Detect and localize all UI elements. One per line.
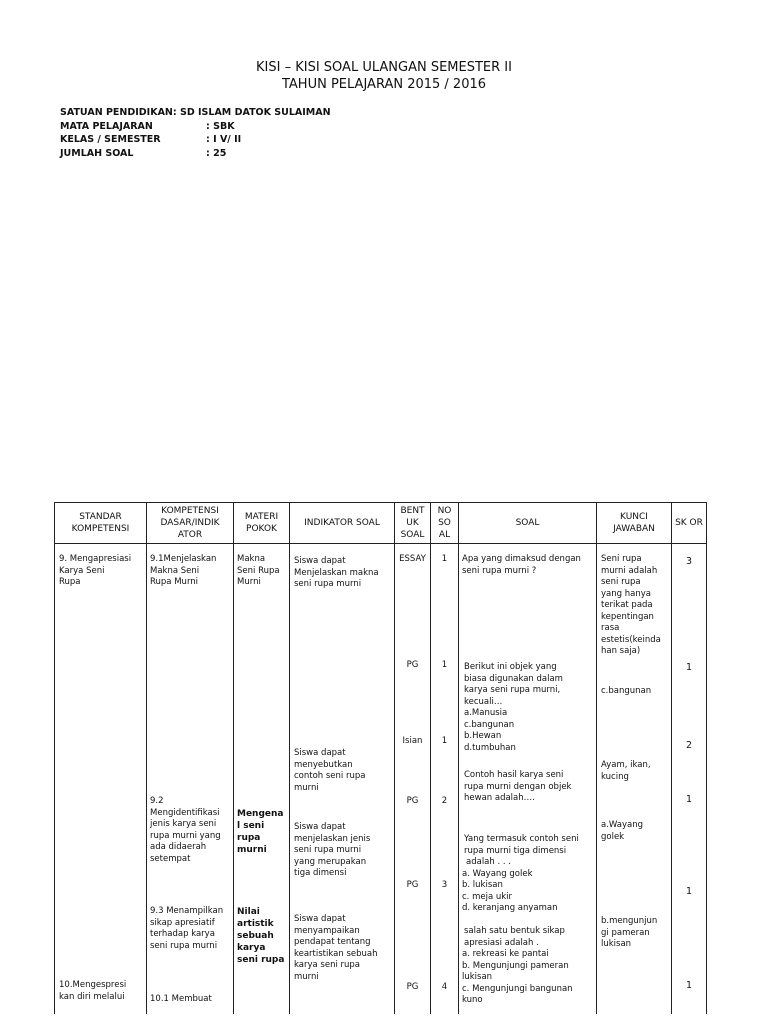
- indikator-4: [294, 914, 377, 983]
- text-line: murni: [237, 845, 267, 855]
- text-line: adalah . . .: [466, 857, 511, 867]
- text-line: menyampaikan: [294, 925, 360, 936]
- text-line: c.bangunan: [464, 719, 515, 730]
- kunci-5: [601, 916, 657, 951]
- text-line: Rupa Murni: [150, 577, 199, 587]
- text-line: estetis(keinda: [601, 634, 661, 645]
- text-line: kecuali…: [464, 696, 503, 707]
- kunci-1: [601, 554, 661, 658]
- header-soal: SOAL: [459, 503, 597, 544]
- text-line: Mengena: [237, 809, 284, 819]
- text-line: han saja): [601, 646, 641, 656]
- text-line: Siswa dapat: [294, 556, 346, 566]
- text-line: karya seni rupa murni,: [464, 685, 561, 695]
- text-line: 10.Mengespresi: [59, 980, 127, 990]
- text-line: 10.1 Membuat: [150, 994, 212, 1004]
- kunci-2: c.bangunan: [601, 686, 652, 696]
- text-line: Yang termasuk contoh seni: [464, 834, 579, 844]
- skor-1: 3: [685, 556, 693, 567]
- no-soal-5: 3: [441, 880, 448, 890]
- text-line: a.Manusia: [464, 708, 508, 718]
- skor-2: 1: [685, 662, 693, 673]
- soal-3: [464, 770, 571, 805]
- text-line: keartistikan sebuah: [294, 948, 378, 959]
- identity-block: [60, 106, 331, 160]
- text-line: rupa murni tiga dimensi: [464, 845, 567, 856]
- cell-skor: [672, 544, 707, 1015]
- skor-4: 1: [685, 794, 693, 805]
- bentuk-3: Isian: [402, 736, 423, 746]
- text-line: rupa: [237, 833, 261, 843]
- kd-9-3: [150, 906, 223, 952]
- sk-9: [59, 554, 131, 589]
- text-line: rasa: [601, 623, 620, 633]
- skor-6: 1: [685, 980, 693, 991]
- bentuk-4: PG: [406, 796, 419, 806]
- text-line: Menjelaskan makna: [294, 567, 379, 578]
- text-line: pendapat tentang: [294, 937, 371, 947]
- soal-4: [462, 834, 579, 915]
- class-label: KELAS / SEMESTER: [60, 134, 161, 145]
- text-line: Ayam, ikan,: [601, 760, 651, 770]
- kd-9-2: [150, 796, 221, 865]
- no-soal-4: 2: [441, 796, 448, 806]
- text-line: 9.2: [150, 796, 164, 806]
- text-line: c. meja ukir: [462, 891, 513, 902]
- bentuk-2: PG: [406, 660, 419, 670]
- cell-materi-pokok: [234, 544, 290, 1015]
- count-value: : 25: [206, 147, 227, 159]
- soal-2: [464, 662, 563, 754]
- identity-row-count: [60, 147, 331, 161]
- cell-soal: [459, 544, 597, 1015]
- text-line: golek: [601, 831, 625, 842]
- text-line: hewan adalah….: [464, 793, 535, 803]
- text-line: b. Mengunjungi pameran: [462, 960, 569, 971]
- text-line: Rupa: [59, 577, 81, 587]
- text-line: Makna: [237, 554, 266, 564]
- skor-3: 2: [685, 740, 693, 751]
- table-header-row: [55, 503, 707, 544]
- count-label: JUMLAH SOAL: [60, 147, 134, 159]
- header-materi-pokok: MATERI POKOK: [234, 503, 290, 544]
- subject-label: MATA PELAJARAN: [60, 120, 153, 132]
- text-line: setempat: [150, 853, 191, 864]
- text-line: lukisan: [601, 939, 632, 949]
- text-line: karya: [237, 943, 266, 953]
- text-line: b.Hewan: [464, 731, 502, 741]
- text-line: Seni Rupa: [237, 565, 280, 576]
- cell-kunci-jawaban: [597, 544, 672, 1015]
- cell-standar-kompetensi: [55, 544, 147, 1015]
- text-line: 9.1Menjelaskan: [150, 554, 217, 564]
- text-line: gi pameran: [601, 927, 650, 938]
- header-bentuk-soal: BENT UK SOAL: [395, 503, 431, 544]
- text-line: l seni: [237, 821, 265, 831]
- text-line: Murni: [237, 577, 261, 587]
- text-line: lukisan: [462, 972, 493, 982]
- materi-3: [237, 906, 284, 966]
- kunci-4: [601, 820, 643, 843]
- text-line: tiga dimensi: [294, 868, 347, 878]
- indikator-1: [294, 556, 379, 591]
- no-soal-2: 1: [441, 660, 448, 670]
- text-line: seni rupa murni: [294, 579, 362, 589]
- text-line: Makna Seni: [150, 565, 200, 576]
- text-line: d. keranjang anyaman: [462, 903, 558, 913]
- text-line: Apa yang dimaksud dengan: [462, 554, 581, 564]
- class-value: : I V/ II: [206, 134, 242, 145]
- text-line: seni rupa murni: [150, 940, 218, 951]
- no-soal-6: 4: [441, 982, 448, 992]
- text-line: terikat pada: [601, 600, 653, 610]
- text-line: Nilai: [237, 907, 260, 917]
- text-line: kuno: [462, 995, 483, 1005]
- text-line: kan diri melalui: [59, 991, 125, 1002]
- header-skor: SK OR: [672, 503, 707, 544]
- text-line: murni adalah: [601, 565, 658, 576]
- text-line: a. Wayang golek: [462, 868, 533, 879]
- text-line: 9. Mengapresiasi: [59, 554, 132, 564]
- soal-1: [462, 554, 581, 577]
- text-line: apresiasi adalah .: [464, 937, 539, 948]
- text-line: 9.3 Menampilkan: [150, 906, 224, 916]
- text-line: Karya Seni: [59, 565, 105, 576]
- kisi-kisi-table: [54, 502, 707, 1014]
- cell-no-soal: [431, 544, 459, 1015]
- text-line: biasa digunakan dalam: [464, 673, 563, 684]
- text-line: d.tumbuhan: [464, 742, 516, 753]
- cell-bentuk-soal: [395, 544, 431, 1015]
- text-line: sikap apresiatif: [150, 917, 215, 928]
- materi-2: [237, 808, 284, 856]
- indikator-2: [294, 748, 365, 794]
- header-no-soal: NO SO AL: [431, 503, 459, 544]
- text-line: c. Mengunjungi bangunan: [462, 983, 573, 994]
- text-line: karya seni rupa: [294, 960, 361, 970]
- text-line: Seni rupa: [601, 554, 642, 564]
- text-line: menjelaskan jenis: [294, 833, 371, 844]
- no-soal-3: 1: [441, 736, 448, 746]
- cell-kompetensi-dasar: [147, 544, 234, 1015]
- header-kunci-jawaban: KUNCI JAWABAN: [597, 503, 672, 544]
- identity-row-subject: [60, 120, 331, 134]
- text-line: seni rupa murni ?: [462, 565, 537, 576]
- bentuk-6: PG: [406, 982, 419, 992]
- header-kompetensi-dasar: KOMPETENSI DASAR/INDIK ATOR: [147, 503, 234, 544]
- table-row: [55, 544, 707, 1015]
- bentuk-1: ESSAY: [399, 554, 426, 564]
- text-line: yang hanya: [601, 588, 651, 599]
- text-line: rupa murni yang: [150, 830, 221, 841]
- text-line: Siswa dapat: [294, 822, 346, 832]
- identity-row-class: [60, 133, 331, 147]
- indikator-3: [294, 822, 370, 880]
- text-line: kepentingan: [601, 611, 654, 622]
- text-line: ada didaerah: [150, 842, 207, 852]
- text-line: terhadap karya: [150, 929, 215, 939]
- title-line-2: TAHUN PELAJARAN 2015 / 2016: [281, 77, 487, 92]
- text-line: jenis karya seni: [150, 819, 217, 829]
- text-line: seni rupa: [601, 577, 641, 587]
- text-line: Contoh hasil karya seni: [464, 770, 564, 780]
- text-line: a.Wayang: [601, 820, 644, 830]
- text-line: salah satu bentuk sikap: [464, 926, 565, 936]
- materi-1: [237, 554, 280, 589]
- sk-10: [59, 980, 126, 1003]
- text-line: sebuah: [237, 931, 274, 941]
- text-line: murni: [294, 971, 319, 982]
- text-line: kucing: [601, 771, 629, 782]
- text-line: Berikut ini objek yang: [464, 662, 557, 672]
- soal-5: [462, 926, 573, 1007]
- text-line: b.mengunjun: [601, 916, 658, 926]
- text-line: Siswa dapat: [294, 748, 346, 758]
- text-line: rupa murni dengan objek: [464, 781, 572, 792]
- kunci-3: [601, 760, 651, 783]
- text-line: a. rekreasi ke pantai: [462, 949, 549, 959]
- text-line: menyebutkan: [294, 759, 353, 770]
- text-line: b. lukisan: [462, 880, 503, 890]
- cell-indikator-soal: [290, 544, 395, 1015]
- kd-10-1: [150, 994, 212, 1006]
- subject-value: : SBK: [206, 120, 235, 132]
- header-standar-kompetensi: STANDAR KOMPETENSI: [55, 503, 147, 544]
- document-title: [0, 59, 768, 93]
- skor-5: 1: [685, 886, 693, 897]
- bentuk-5: PG: [406, 880, 419, 890]
- text-line: seni rupa: [237, 955, 285, 965]
- no-soal-1: 1: [441, 554, 448, 564]
- kd-9-1: [150, 554, 216, 589]
- text-line: yang merupakan: [294, 856, 367, 867]
- text-line: murni: [294, 782, 319, 793]
- text-line: artistik: [237, 919, 274, 929]
- text-line: seni rupa murni: [294, 845, 362, 855]
- text-line: contoh seni rupa: [294, 771, 366, 781]
- school-name: SATUAN PENDIDIKAN: SD ISLAM DATOK SULAIMAN: [60, 107, 331, 118]
- text-line: Siswa dapat: [294, 914, 346, 924]
- header-indikator-soal: INDIKATOR SOAL: [290, 503, 395, 544]
- text-line: Mengidentifikasi: [150, 807, 220, 818]
- title-line-1: KISI – KISI SOAL ULANGAN SEMESTER II: [256, 60, 512, 75]
